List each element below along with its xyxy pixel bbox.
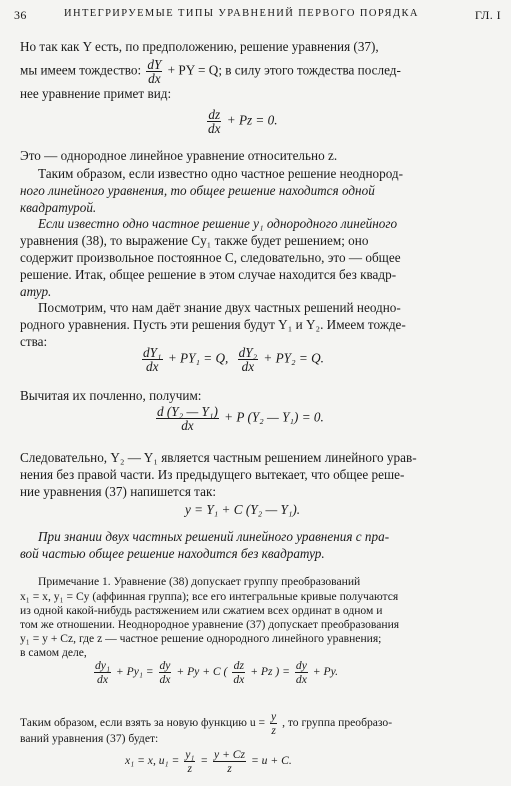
note-line: из одной какой-нибудь растяжением или сжатием всех ординат в одном и (20, 604, 383, 617)
text-line: ние уравнения (37) напишется так: (20, 484, 217, 499)
fraction (238, 346, 259, 373)
equation (205, 108, 278, 135)
text-line: уравнения (38), то выражение Cy₁ также будет решением; оно (20, 233, 369, 248)
equation-text: + PY₂ = Q. (263, 350, 324, 366)
text-line: решение. Итак, общее решение в этом случае находится без квадр- (20, 267, 397, 282)
equation-text: + P (Y₂ — Y₁) = 0. (224, 409, 324, 425)
fraction (159, 659, 172, 686)
equation-text: + PY₁ = Q, (167, 350, 229, 366)
note-line: x₁ = x, y₁ = Cy (аффинная группа); все его интегральные кривые получаются (20, 590, 399, 603)
numerator: dY₁ (143, 345, 162, 360)
text-span: + PY = Q; в силу этого тождества послед- (167, 62, 401, 78)
text-line: Вычитая их почленно, получим: (20, 388, 202, 403)
numerator: d (Y₂ — Y₁) (157, 404, 218, 419)
denominator: dx (295, 673, 307, 686)
text-span: мы имеем тождество: (20, 62, 142, 78)
text-line: содержит произвольное постоянное C, следовательно, это — общее (20, 250, 401, 265)
fraction (213, 748, 246, 775)
running-title: ИНТЕГРИРУЕМЫЕ ТИПЫ УРАВНЕНИЙ ПЕРВОГО ПОРЯДКА (64, 8, 419, 19)
equation: y = Y₁ + C (Y₂ — Y₁). (185, 502, 301, 517)
text-line: Следовательно, Y₂ — Y₁ является частным решением линейного урав- (20, 450, 417, 465)
text-line: ства: (20, 334, 48, 349)
numerator: y + Cz (214, 748, 246, 761)
note-line: том же отношении. Неоднородное уравнение (37) допускает преобразования (20, 618, 400, 631)
fraction (184, 748, 195, 775)
numerator: dz (208, 107, 221, 122)
text-line: квадратурой. (20, 200, 97, 215)
denominator: dx (97, 673, 108, 686)
denominator: z (187, 762, 193, 775)
equation-text: + Pz = 0. (226, 112, 278, 128)
numerator: dz (233, 659, 244, 672)
text-line: При знании двух частных решений линейного уравнения с пра- (38, 529, 390, 544)
text-span: Таким образом, если взять за новую функцию u = (20, 716, 266, 730)
equation-text: x₁ = x, u₁ = (125, 754, 180, 768)
denominator: dx (159, 673, 171, 686)
fraction (156, 405, 219, 432)
chapter-label: ГЛ. I (474, 8, 501, 22)
running-header (14, 8, 501, 24)
numerator: dy₁ (95, 659, 110, 672)
fraction (207, 108, 221, 135)
equation-text: = (200, 754, 209, 768)
text-line (20, 58, 495, 85)
numerator: dy (159, 659, 171, 672)
denominator: z (271, 724, 276, 737)
text-line: нее уравнение примет вид: (20, 86, 172, 101)
text-line: Но так как Y есть, по предположению, решение уравнения (37), (20, 39, 379, 54)
text-line: Посмотрим, что нам даёт знание двух частных решений неодно- (38, 300, 401, 315)
denominator: dx (181, 418, 194, 433)
text-line: родного уравнения. Пусть эти решения будут Y₁ и Y₂. Имеем тожде- (20, 317, 406, 332)
note-line: ваний уравнения (37) будет: (20, 732, 159, 745)
numerator: y (271, 710, 277, 723)
equation (125, 748, 292, 775)
denominator: dx (148, 71, 161, 86)
numerator: y₁ (185, 748, 195, 761)
text-line: нения без правой части. Из предыдущего вытекает, что общее реше- (20, 467, 405, 482)
denominator: dx (146, 359, 159, 374)
page-number: 36 (14, 8, 27, 22)
numerator: dy (295, 659, 307, 672)
denominator: dx (208, 121, 221, 136)
text-line: атур. (20, 284, 52, 299)
numerator: dY₂ (238, 345, 258, 360)
text-line: вой частью общее решение находится без квадратур. (20, 546, 325, 561)
note-line: Примечание 1. Уравнение (38) допускает группу преобразований (38, 575, 361, 588)
text-span: , то группа преобразо- (282, 716, 393, 730)
fraction (146, 58, 162, 85)
denominator: z (227, 762, 232, 775)
fraction (94, 659, 111, 686)
equation-text: + Pz ) = (250, 665, 290, 679)
equation-text: = u + C. (250, 754, 292, 768)
text-line: Это — однородное линейное уравнение относительно z. (20, 148, 338, 163)
denominator: dx (233, 673, 245, 686)
equation (92, 659, 338, 686)
equation-text: + Py + C ( (176, 665, 228, 679)
note-line: в самом деле, (20, 646, 87, 659)
numerator: dY (147, 57, 162, 72)
equation (154, 405, 324, 432)
note-line: y₁ = y + Cz, где z — частное решение однородного линейного уравнения; (20, 632, 382, 645)
text-line: ного линейного уравнения, то общее решение находится одной (20, 183, 375, 198)
text-line: Таким образом, если известно одно частное решение неоднород- (38, 166, 404, 181)
fraction (295, 659, 308, 686)
equation-text: + Py₁ = (115, 665, 154, 679)
equation-text: + Py. (312, 665, 338, 679)
denominator: dx (241, 359, 255, 374)
text-line: Если известно одно частное решение y₁ однородного линейного (38, 216, 398, 231)
equation (140, 346, 324, 373)
fraction (232, 659, 245, 686)
fraction (142, 346, 163, 373)
